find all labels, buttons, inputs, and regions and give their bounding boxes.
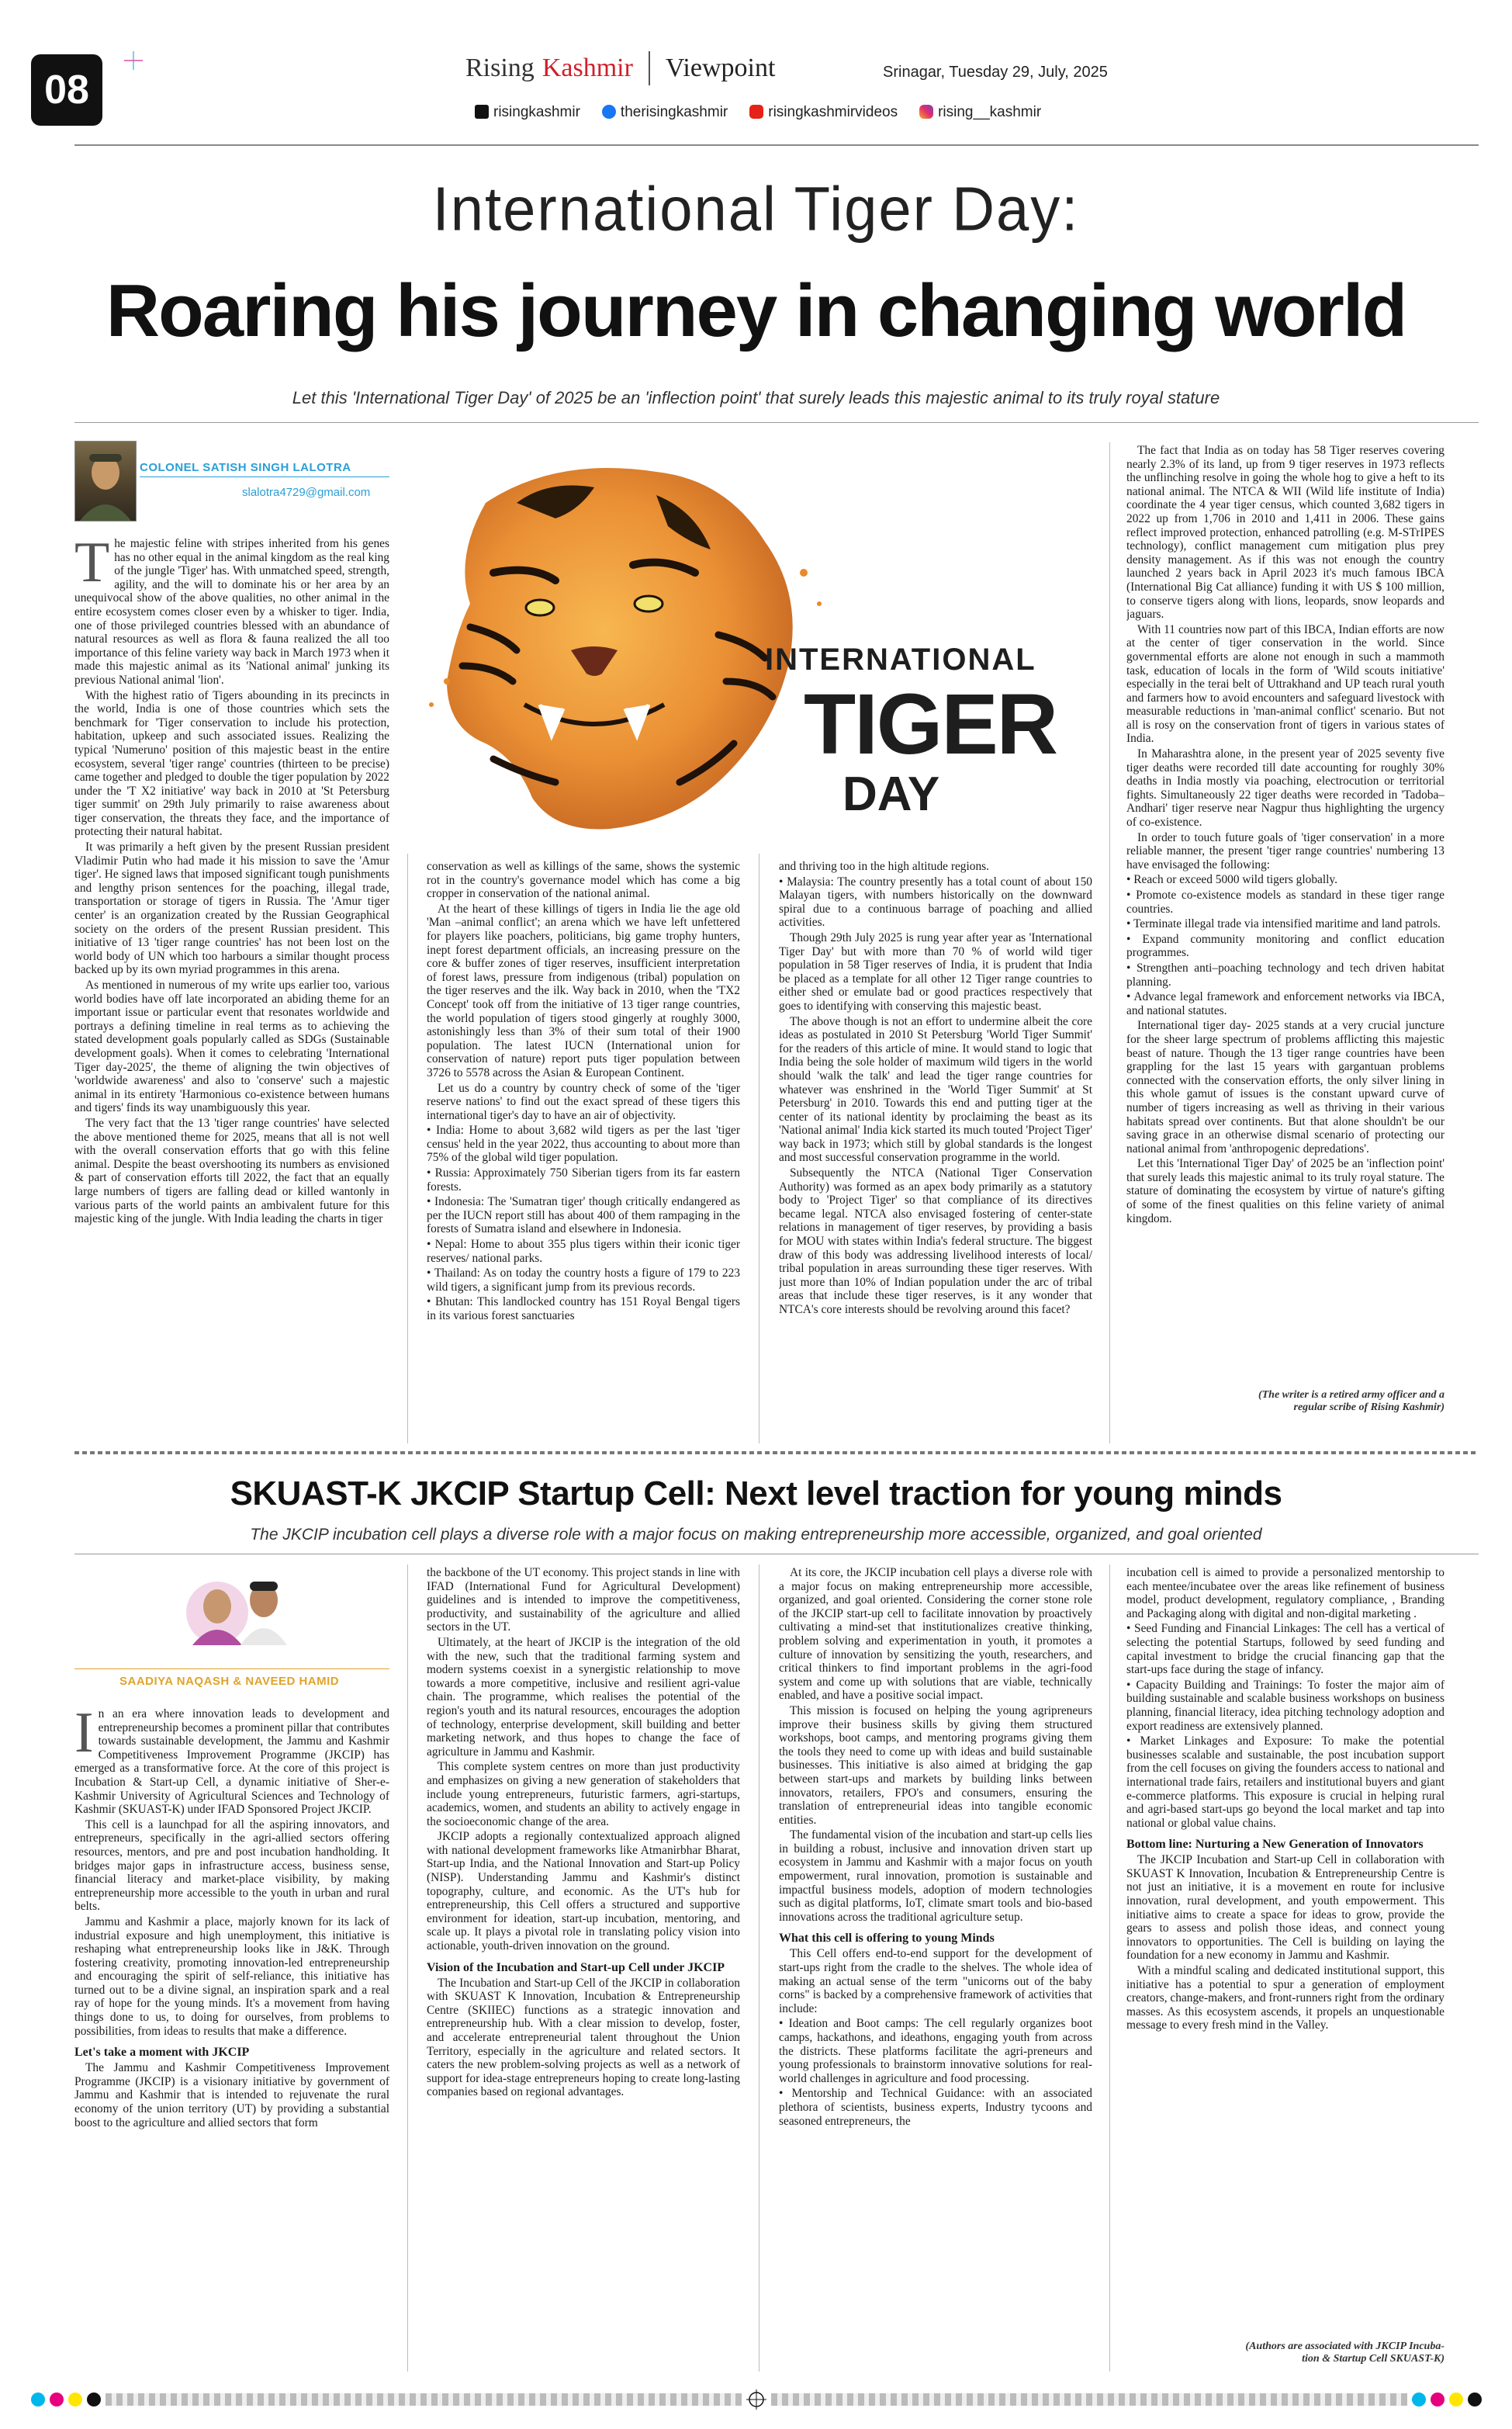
- cyan-swatch: [1412, 2393, 1426, 2406]
- byline-rule: [140, 476, 389, 477]
- author-photo: [74, 441, 137, 521]
- instagram-icon: [919, 105, 933, 119]
- brand-kashmir: Kashmir: [541, 54, 633, 82]
- youtube-icon: [749, 105, 763, 119]
- subhead: Vision of the Incubation and Start-up Cell under JKCIP: [427, 1960, 725, 1974]
- article2-standfirst: The JKCIP incubation cell plays a diverse role with a major focus on making entrepreneurship more accessible, organized, and goal oriented: [250, 1526, 1262, 1544]
- section-divider: [74, 1451, 1479, 1454]
- facebook-icon: [602, 105, 616, 119]
- social-facebook[interactable]: therisingkashmir: [602, 104, 728, 121]
- article2-column-2: the backbone of the UT economy. This project stands in line with IFAD (International Fund for Agricultural Development) guidelines and is intended to improve the competitiveness, productivity, and sustainability of the agriculture and allied sectors in the UT. Ultimately, at the heart of JKCIP is the integration of the old with the new, such that the traditional farming system and modern systems coexist in a synergistic relationship to move towards a more competitive, inclusive and resilient agri-value chain. The programme, which realises the potential of the region's youth and its natural resources, encourages the adoption of technology, enterprise development, skill building and better marketing network, and thus hopes to change the face of agriculture in Jammu and Kashmir. This complete system centres on more than just productivity and emphasizes on giving a new generation of stakeholders that include young entrepreneurs, futuristic farmers, agri-startups, academics, women, and students an ability to actively engage in the socioeconomic change of the area. JKCIP adopts a regionally contextualized approach aligned with national development frameworks like Atmanirbhar Bharat, Start-up India, and the National Innovation and Start-up Policy (NISP). Understanding Jammu and Kashmir's distinct topography, culture, and economic. As the UT's hub for entrepreneurship, this Cell offers a structured and supportive environment for ideation, start-up incubation, mentoring, and scale up. It plays a pivotal role in translating policy vision into actionable, youth-driven innovation on the ground. Vision of the Incubation and Start-up Cell under JKCIP The Incubation and Start-up Cell of the JKCIP in collaboration with SKUAST K Innovation, Incubation & Entrepreneurship Centre (SKIIEC) functions as a strategic innovation and entrepreneurship hub. With a clear mission to develop, foster, and accelerate entrepreneurial talent throughout the Union Territory, especially in the agriculture and related sectors. It caters the new problem-solving projects as well as a network of support for idea-stage entrepreneurs hoping to create long-lasting companies based on regional advantages.: [427, 1566, 740, 2099]
- dateline: Srinagar, Tuesday 29, July, 2025: [883, 64, 1108, 81]
- author-byline: COLONEL SATISH SINGH LALOTRA: [140, 461, 351, 474]
- registration-bar: [771, 2393, 1407, 2406]
- article1-signoff: (The writer is a retired army officer and a regular scribe of Rising Kashmir): [1258, 1389, 1445, 1413]
- magenta-swatch: [1431, 2393, 1445, 2406]
- article-standfirst: Let this 'International Tiger Day' of 2025 be an 'inflection point' that surely leads this majestic animal to its truly royal stature: [292, 388, 1220, 407]
- authors-byline: SAADIYA NAQASH & NAVEED HAMID: [119, 1675, 340, 1688]
- article2-column-4: incubation cell is aimed to provide a personalized mentorship to each mentee/incubatee over the areas like refinement of business model, product development, regulatory compliance, , Branding and Packaging along with digital and non-digital marketing . • Seed Funding and Financial Linkages: The cell has a vertical of selecting the potential Startups, followed by seed funding and capital investment to bridge the crucial financing gap that the start-ups face during the stage of infancy. • Capacity Building and Trainings: To foster the major aim of building sustainable and scalable business workshops on business planning, financial literacy, idea pitching technology adoption and export readiness are extensively planned. • Market Linkages and Exposure: To make the potential businesses scalable and sustainable, the post incubation support from the cell focuses on giving the founders access to national and international trade fairs, retailers and institutional buyers and giant e-commerce platforms. This exposure is crucial in helping rural and agri-based start-ups go beyond the local market and tap into national or global value chains. Bottom line: Nurturing a New Generation of Innovators The JKCIP Incubation and Start-up Cell in collaboration with SKUAST K Innovation, Incubation & Entrepreneurship Centre is not just an initiative, it is a movement en route for inclusive innovation, rural development, and youth empowerment. This initiative aims to create a space for ideas to grow, provide the gears to assess and polish those ideas, and connect young innovators to opportunities. The Cell is building on laying the foundation for a new economy in Jammu and Kashmir. With a mindful scaling and dedicated institutional support, this initiative has a potential to spur a generation of employment creators, change-makers, and front-runners right from the ordinary masses. As this ecosystem ascends, it propels an unquestionable message to every fresh mind in the Valley.: [1126, 1566, 1445, 2032]
- yellow-swatch: [1449, 2393, 1463, 2406]
- registration-bar: [106, 2393, 742, 2406]
- crop-mark-icon: [124, 51, 143, 70]
- masthead-rule: [74, 144, 1479, 146]
- subhead: What this cell is offering to young Minds: [779, 1932, 995, 1946]
- article-kicker: International Tiger Day:: [432, 174, 1080, 244]
- page-number: 08: [31, 54, 102, 126]
- social-handles: [475, 104, 1041, 121]
- article1-column-2: conservation as well as killings of the same, shows the systemic rot in the country's governance model which has come a big cropper in conservation of the national animal. At the heart of these killings of tigers in India lie the age old 'Man –animal conflict'; an arena which we have left unfettered for players like poachers, politicians, big game trophy hunters, inept forest department officials, an increasing pressure on the core & buffer zones of tiger reserves, insufficient interpretation of forest laws, pressure from indigenous (tribal) population on the tiger reserves and the ilk. Way back in 2010, when the 'TX2 Concept' took off from the initiative of 13 tiger range countries, the world population of tigers stood gingerly at roughly 3000, astonishingly less than 3% of their sum total of their 1900 population. The latest IUCN (International union for conservation of nature) report puts tiger population between 3726 to 5578 across the Asian & European Continent. Let us do a country by country check of some of the 'tiger reserve nations' to find out the exact spread of these tigers this international tiger's day to have an air of objectivity. • India: Home to about 3,682 wild tigers as per the last 'tiger census' held in the year 2022, thus accounting to about more than 75% of the global wild tiger population. • Russia: Approximately 750 Siberian tigers from its far eastern forests. • Indonesia: The 'Sumatran tiger' though critically endangered as per the IUCN report still has about 400 of them rampaging in the forests of Sumatra island and elsewhere in Indonesia. • Nepal: Home to about 355 plus tigers within their iconic tiger reserves/ national parks. • Thailand: As on today the country hosts a figure of 179 to 223 wild tigers, a significant jump from its previous records. • Bhutan: This landlocked country has 151 Royal Bengal tigers in its various forest sanctuaries: [427, 860, 740, 1322]
- column-rule: [407, 854, 408, 1443]
- art-label-day: DAY: [842, 768, 940, 821]
- article1-column-4: The fact that India as on today has 58 Tiger reserves covering nearly 2.3% of its land, up from 9 tiger reserves in 1973 reflects the unflinching resolve in going the whole hog to give a heft to its national animal. The NTCA & WII (Wild life institute of India) coordinate the 4 year tiger census, which counted 3,682 tigers in 2022 up from 1,706 in 2010 and 1,411 in 2006. These gains reflect improved protection, enhanced patrolling (e.g. M-STrIPES technology), conflict management cum mitigation plus prey density management. As if this was not enough the country launched 2 years back in April 2023 it's much famous IBCA (International Big Cat alliance) funding it with US $ 100 million, to conserve tigers along with lions, leopards, snow leopards and jaguars. With 11 countries now part of this IBCA, Indian efforts are now at the center of tiger conservation in the world. Since governmental efforts are alone not enough in such a mammoth task, education of locals in the form of 'Wild scouts initiative' especially in the terai belt of Uttrakhand and UP teach rural youth and farmers how to avoid encounters and safeguard livestock with measurable reductions in 'man-animal conflict' scenario. But not all is rosy on the conservation front of tigers in various states of India. In Maharashtra alone, in the present year of 2025 seventy five tiger deaths were recorded till date accounting for roughly 30% deaths in India mostly via poaching, electrocution or territorial fights. Simultaneously 22 tiger deaths were recorded in 'Tadoba–Andhari' tiger reserve near Nagpur thus highlighting the urgency of co-existence. In order to touch future goals of 'tiger conservation' in a more reliable manner, the present 'tiger range countries' numbering 13 have envisaged the following: • Reach or exceed 5000 wild tigers globally. • Promote co-existence models as standard in these tiger range countries. • Terminate illegal trade via intensified maritime and land patrols. • Expand community monitoring and conflict education programmes. • Strengthen anti–poaching technology and tech driven habitat planning. • Advance legal framework and enforcement networks via IBCA, and national statutes. International tiger day- 2025 stands at a very crucial juncture for the sheer large spectrum of problems afflicting this majestic beast of nature. Though the 13 tiger range countries have been grappling for the last 15 years with gargantuan problems connected with the conservation efforts, the only silver lining in this whole gamut of issues is the constant upward curve of number of tigers increasing as well as thriving in their various habitats spread over continents. But that alone shouldn't be our saving grace in an otherwise dismal scenario of protecting our national animal from 'anthropogenic depredations'. Let this 'International Tiger Day' of 2025 be an 'inflection point' that surely leads this majestic animal to its truly royal stature. The stature of dominating the ecosystem by virtue of nature's gifting of some of the finest qualities on this feline variety of animal kingdom.: [1126, 444, 1445, 1225]
- color-registration-strip: [31, 2390, 1482, 2409]
- article1-column-3: and thriving too in the high altitude regions. • Malaysia: The country presently has a total count of about 150 Malayan tigers, with numbers historically on the downward spiral due to a continuous barrage of poaching and allied activities. Though 29th July 2025 is rung year after year as 'International Tiger Day' but with more than 70 % of world wild tiger population in 58 Tiger reserves of India, it is prudent that India be placed as a template for all other 12 Tiger range countries to either shed or emulate bad or good practices respectively that goes to identifying with conserving this majestic beast. The above though is not an effort to undermine albeit the core ideas as postulated in 2010 St Petersburg 'World Tiger Summit' for the readers of this article of mine. It would stand to logic that India being the sole holder of maximum wild tigers in the world should 'walk the talk' and lead the tiger range countries for whatever was enshrined in the 'World Tiger Summit' at St Petersburg' in 2010. Towards this end and putting tiger at the center of its national identity by proclaiming the beast as its 'National animal' India kick started its much touted 'Project Tiger' way back in 1973; which still by global standards is the longest and most successful conservation programme in the world. Subsequently the NTCA (National Tiger Conservation Authority) was formed as an apex body primarily as a statutory body to 'Project Tiger' so that compliance of its directives became legal. NTCA also envisaged fostering of center-state relations in management of tiger reserves, by providing a basis for MOU with states within India's federal structure. The biggest draw of this body was addressing livelihood interests of local/ tribal population in areas surrounding these tiger reserves. With just more than 10% of Indian population under the arc of tribal areas that include these tiger reserves, is it any wonder that NTCA's core interests should be revolving around this facet?: [779, 860, 1092, 1316]
- article2-headline: SKUAST-K JKCIP Startup Cell: Next level traction for young minds: [230, 1474, 1282, 1512]
- social-instagram[interactable]: rising__kashmir: [919, 104, 1041, 121]
- social-x[interactable]: risingkashmir: [475, 104, 580, 121]
- black-swatch: [87, 2393, 101, 2406]
- art-label-tiger: TIGER: [804, 677, 1057, 772]
- subhead: Let's take a moment with JKCIP: [74, 2046, 250, 2060]
- byline-rule: [74, 1668, 389, 1669]
- column-rule: [1109, 442, 1110, 1443]
- subhead: Bottom line: Nurturing a New Generation of Innovators: [1126, 1838, 1424, 1852]
- cyan-swatch: [31, 2393, 45, 2406]
- column-rule: [407, 1564, 408, 2372]
- yellow-swatch: [68, 2393, 82, 2406]
- article2-column-3: At its core, the JKCIP incubation cell plays a diverse role with a major focus on making entrepreneurship more accessible, organized, and goal oriented. Considering the corner stone role of the JKCIP start-up cell to facilitate innovation by proactively cultivating a mind-set that institutionalizes creative thinking, problem solving and experimentation in youth, it promotes a culture of innovation by sensitizing the youth, researchers, and critical thinkers to find important problems in the agri-food system and come up with solutions that are viable, technically enabled, and have a positive social impact. This mission is focused on helping the young agripreneurs improve their business skills by giving them structured workshops, boot camps, and mentoring programs giving them the tools they need to come up with ideas and build sustainable businesses. This initiative is also aimed at bridging the gap between start-ups and markets by building links between innovators, retailers, FPO's and consumers, ensuring the translation of entrepreneurial ideas into tangible economic entities. The fundamental vision of the incubation and start-up cells lies in building a robust, inclusive and innovation driven start up ecosystem in Jammu and Kashmir with a major focus on youth empowerment, rural innovation, promotion is sustainable and impactful business models, adoption of modern technologies such as digital platforms, IoT, climate smart tools and bio-based innovations across the traditional agriculture setup. What this cell is offering to young Minds This Cell offers end-to-end support for the development of start-ups right from the cradle to the shelves. The whole idea of making an actual sense of the term "unicorns out of the baby corns" is backed by a comprehensive framework of activities that include: • Ideation and Boot camps: The cell regularly organizes boot camps, hackathons, and ideathons, engaging youth from across the districts. These platforms facilitate the agri-preneurs and young professionals to brainstorm innovative solutions for real-world challenges in agriculture and food processing. • Mentorship and Technical Guidance: with an associated plethora of scientists, business experts, Industry tycoons and seasoned entrepreneurs, the: [779, 1566, 1092, 2128]
- article2-column-1: In an era where innovation leads to development and entrepreneurship becomes a prominent pillar that contributes towards sustainable development, the Jammu and Kashmir Competitiveness Improvement Programme (JKCIP) has emerged as a transformative force. At the core of this project is Incubation & Start-up Cell, a dynamic initiative of Sher-e-Kashmir University of Agricultural Sciences and Technology of Kashmir (SKUAST-K) under IFAD Sponsored Project JKCIP. This cell is a launchpad for all the aspiring innovators, and entrepreneurs, specifically in the agri-allied sectors offering resources, mentors, and pre and post incubation handholding. It bridges major gaps in infrastructure access, business sense, financial literacy and market-place visibility, by making entrepreneurship more accessible to the youth in urban and rural belts. Jammu and Kashmir a place, majorly known for its lack of industrial exposure and high unemployment, this initiative is reshaping what entrepreneurship looks like in J&K. Through fostering creativity, promoting innovation-led entrepreneurship and encouraging the spirit of self-reliance, this initiative has turned out to be a divine signal, an inspiration spark and a real ray of hope for the young minds. It's a movement from having things done to us, to doing for ourselves, from problems to possibilities, from ideas to results that make a difference. Let's take a moment with JKCIP The Jammu and Kashmir Competitiveness Improvement Programme (JKCIP) is a visionary initiative by government of Jammu and Kashmir that is intended to rejuvenate the rural economy of the union territory (UT) by providing a substantial boost to the agriculture and allied sectors that form: [74, 1707, 389, 2129]
- tiger-illustration: [400, 449, 1099, 852]
- brand-rising: Rising: [465, 54, 535, 82]
- article1-column-1: The majestic feline with stripes inherited from his genes has no other equal in the animal kingdom as the real king of the jungle 'Tiger' has. With unmatched speed, strength, agility, and the will to dominate his or her area by an unequivocal show of the above qualities, no other animal in the entire ecosystem comes closer even by a whisker to tiger. India, one of those privileged countries blessed with an abundance of natural resources as well as flora & fauna realized the all too importance of this feline variety way back in March 1973 when it made this majestic animal as its 'National animal' junking its previous National animal 'lion'. With the highest ratio of Tigers abounding in its precincts in the world, India is one of those countries which sets the benchmark for 'Tiger conservation to include his protection, habitation, upkeep and such associated issues. Realizing the typical 'Numeruno' position of this majestic beast in the entire ecosystem, several 'tiger range' countries (thirteen to be precise) came together and pledged to double the tiger population by 2022 under the 'T X2 initiative' way back in 2010 at 'St Petersburg tiger summit' on 29th July primarily to raise awareness about tiger conservation, the threats they face, and the importance of protecting their natural habitat. It was primarily a heft given by the present Russian president Vladimir Putin who had made it his mission to save the 'Amur tiger'. He signed laws that imposed significant tough punishments and lengthy prison sentences for the poaching, illegal trade, transportation or storage of tigers in Russia. The 'Amur tiger center' is an organization created by the Russian Geographical society on the orders of the present Russian president. This initiative of 13 'tiger range countries' has not been lost on the world body of UN which too harbours a similar thought process backed up by its own myriad programmes in this arena. As mentioned in numerous of my write ups earlier too, various world bodies have off late incorporated an abiding theme for an important issue or particular event that resonates worldwide and portrays a defining timeline in real terms as to achieving the stated development goals popularly called as SDGs (Sustainable development goals). When it comes to celebrating 'International Tiger day-2025', the theme of aligning the twin objectives of 'worldwide awareness' and also to 'conserve' such a majestic animal in its entirety 'Harmonious co-existence between humans and tigers' finds its way unambiguously this year. The very fact that the 13 'tiger range countries' have selected the above mentioned theme for 2025, means that all is not well with the overall conservation efforts that go with this feline animal. Despite the beast overshooting its numbers as envisioned & part of conservation efforts till 2022, the fact that an equally large numbers of tigers are falling dead or killed wantonly in various parts of the world paints an ambivalent future for this majestic king of the jungle. With India leading the charts in tiger: [74, 537, 389, 1226]
- authors-photo: [177, 1568, 301, 1645]
- masthead-brand: [465, 51, 775, 85]
- x-icon: [475, 105, 489, 119]
- section-name: Viewpoint: [665, 54, 776, 82]
- black-swatch: [1468, 2393, 1482, 2406]
- author-email[interactable]: slalotra4729@gmail.com: [242, 486, 371, 499]
- registration-target-icon: [746, 2389, 766, 2410]
- art-label-international: INTERNATIONAL: [765, 643, 1036, 677]
- column-rule: [1109, 1564, 1110, 2372]
- article2-signoff: (Authors are associated with JKCIP Incuba- tion & Startup Cell SKUAST-K): [1245, 2341, 1445, 2365]
- magenta-swatch: [50, 2393, 64, 2406]
- masthead-separator: [649, 51, 650, 85]
- standfirst-rule: [74, 422, 1479, 423]
- article-headline: Roaring his journey in changing world: [106, 269, 1406, 352]
- social-youtube[interactable]: risingkashmirvideos: [749, 104, 898, 121]
